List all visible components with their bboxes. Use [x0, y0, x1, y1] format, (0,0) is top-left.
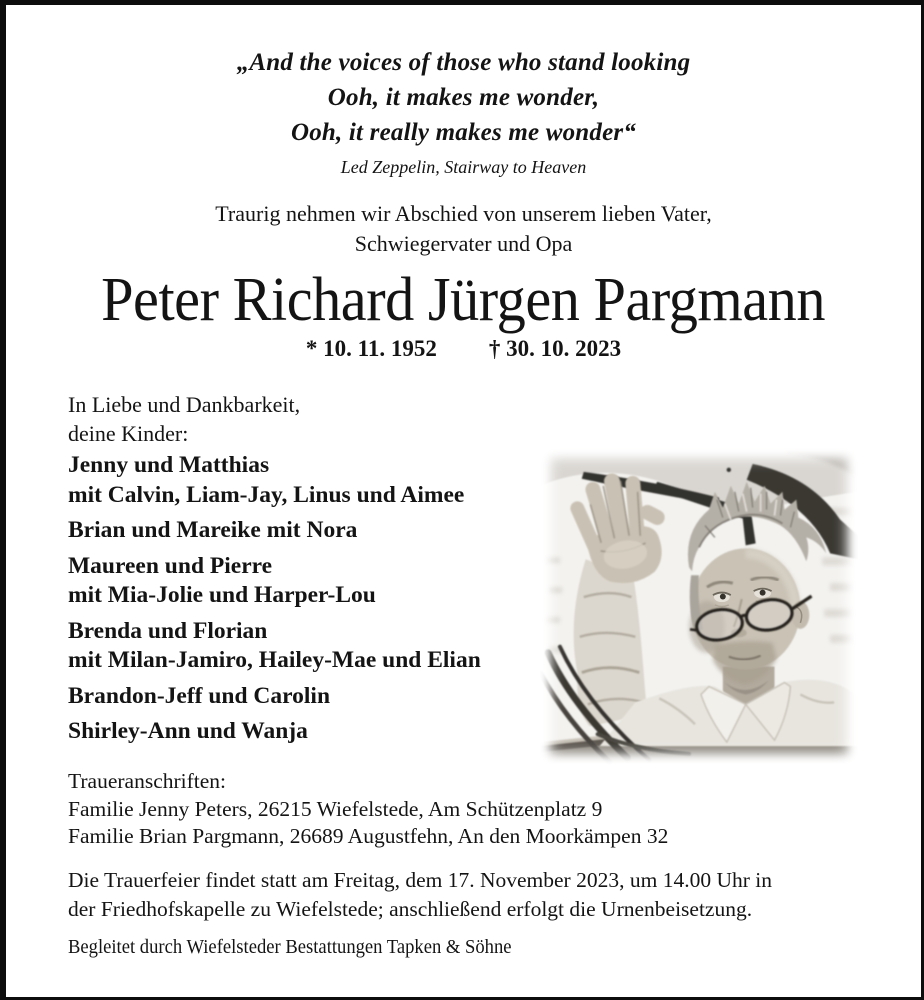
child-group	[68, 516, 481, 546]
grandchild-names: mit Milan-Jamiro, Hailey-Mae und Elian	[68, 647, 481, 673]
birth-date: * 10. 11. 1952	[305, 336, 437, 361]
service-line: der Friedhofskapelle zu Wiefelstede; anschließend erfolgt die Urnenbeisetzung.	[68, 896, 753, 921]
song-quote	[6, 45, 921, 150]
salutation	[68, 390, 300, 448]
quote-line: Ooh, it really makes me wonder“	[290, 119, 637, 146]
deceased-name-heading	[6, 265, 921, 336]
child-names: Brenda und Florian	[68, 617, 268, 644]
salutation-line: In Liebe und Dankbarkeit,	[68, 392, 301, 417]
addresses-heading: Traueranschriften:	[68, 769, 227, 793]
intro-line: Traurig nehmen wir Abschied von unserem lieben Vater,	[215, 201, 712, 226]
life-dates	[6, 336, 921, 362]
child-names: Shirley-Ann und Wanja	[68, 718, 308, 744]
child-names: Brian und Mareike mit Nora	[68, 517, 358, 543]
child-group	[68, 617, 481, 676]
intro-text	[6, 199, 921, 259]
quote-line: „And the voices of those who stand looking	[236, 49, 691, 76]
portrait-photo	[540, 447, 858, 765]
salutation-line: deine Kinder:	[68, 421, 189, 446]
intro-line: Schwiegervater und Opa	[354, 231, 573, 256]
child-names: Jenny und Matthias	[68, 452, 270, 478]
funeral-home-text: Begleitet durch Wiefelsteder Bestattungen Tapken & Söhne	[68, 936, 512, 958]
quote-line: Ooh, it makes me wonder,	[327, 84, 600, 111]
portrait-photo-illustration	[540, 447, 858, 765]
child-group	[68, 682, 481, 712]
children-list	[68, 451, 481, 753]
deceased-name: Peter Richard Jürgen Pargmann	[101, 266, 826, 334]
child-names: Brandon-Jeff und Carolin	[68, 682, 331, 709]
child-names: Maureen und Pierre	[68, 552, 273, 579]
mourning-addresses	[68, 768, 668, 851]
quote-attribution: Led Zeppelin, Stairway to Heaven	[340, 157, 587, 177]
child-group	[68, 717, 481, 747]
child-group	[68, 451, 481, 510]
child-group	[68, 552, 481, 611]
grandchild-names: mit Mia-Jolie und Harper-Lou	[68, 582, 376, 608]
funeral-home-line	[68, 936, 545, 959]
address-line: Familie Jenny Peters, 26215 Wiefelstede, Am Schützenplatz 9	[68, 796, 603, 821]
service-info	[68, 866, 772, 923]
death-date: † 30. 10. 2023	[488, 336, 622, 361]
service-line: Die Trauerfeier findet statt am Freitag, dem 17. November 2023, um 14.00 Uhr in	[68, 868, 772, 892]
grandchild-names: mit Calvin, Liam-Jay, Linus und Aimee	[68, 481, 465, 508]
address-line: Familie Brian Pargmann, 26689 Augustfehn, An den Moorkämpen 32	[68, 824, 669, 848]
